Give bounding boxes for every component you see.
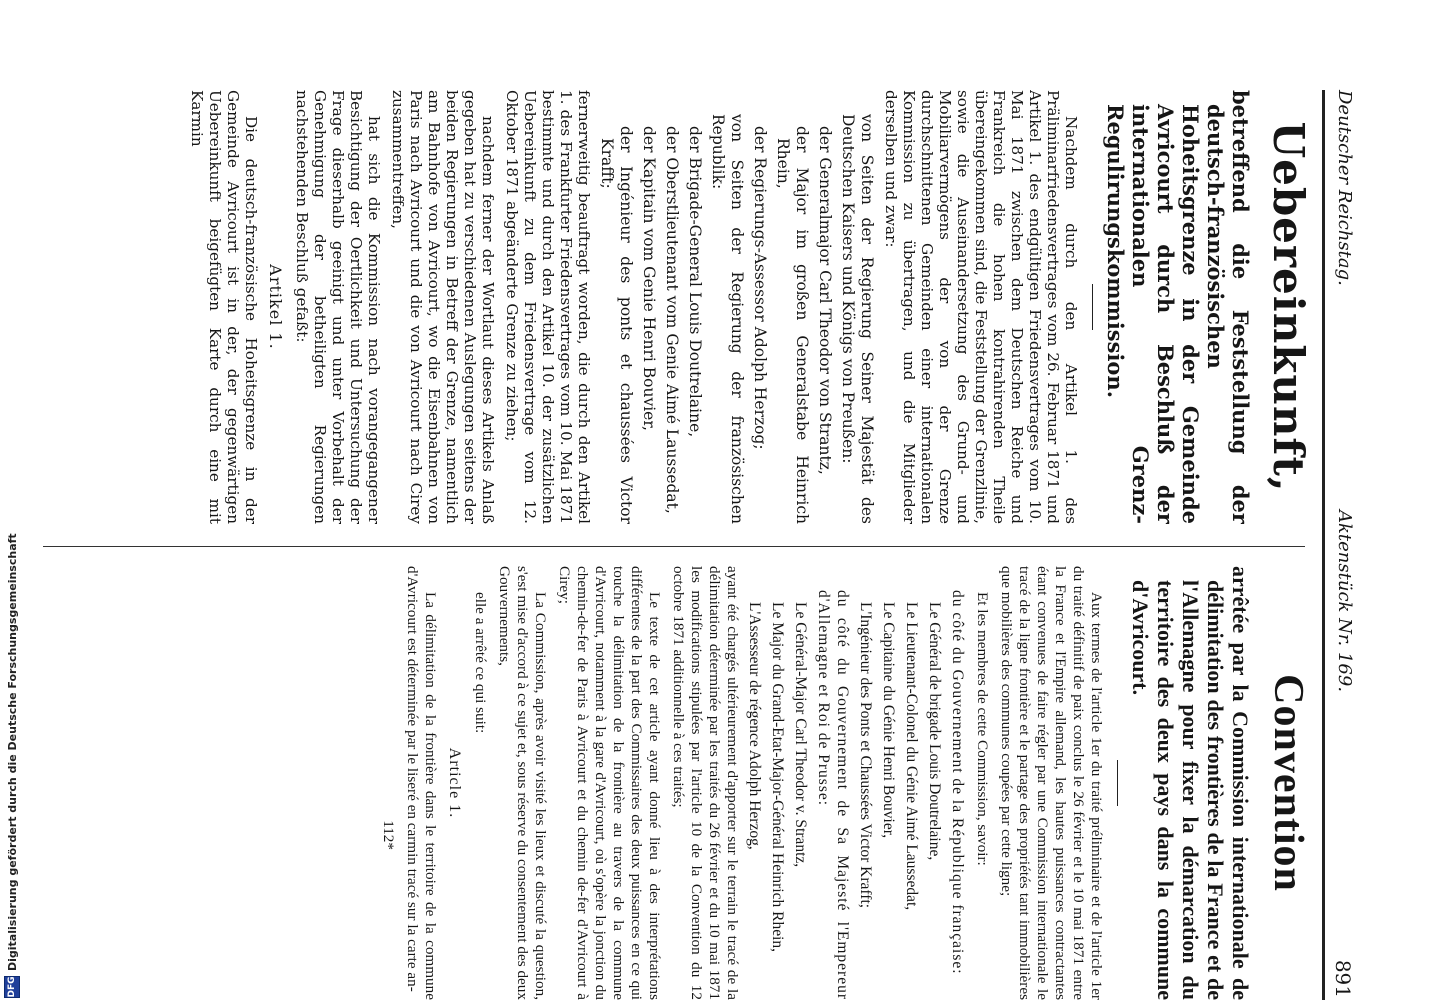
- french-subtitle: arrêtée par la Commission internationale de délimitation des frontières de la France et de l'Allemagne pour fixer la démarcation du territoire des deux pays dans la commune d'Avricourt.: [1128, 566, 1253, 1000]
- french-para-1: Aux termes de l'article 1er du traité préliminaire et de l'article 1er du traité définitif de paix conclus le 26 février et le 10 mai 1871 entre la France et l'Empire allemand, les hautes puissances contractantes étant convenues de faire régler par une Commission internationale le tracé de la ligne frontière et le partage des propriétés tant immobilières que mobilières des communes coupées par cette ligne;: [998, 566, 1105, 1000]
- french-side-2-member-3: L'Assesseur de régence Adolph Herzog,: [746, 602, 763, 850]
- german-side-2: von Seiten der Regierung der französischen Republik:: [709, 114, 746, 524]
- german-side-2-member-4: der Ingénieur des ponts et chaussées Victor Krafft;: [598, 126, 635, 524]
- german-side-2-member-1: der Brigade-General Louis Doutrelaine,: [686, 126, 704, 438]
- french-side-2-member-2: Le Major du Grand-Etat-Major-Général Heinrich Rhein,: [769, 602, 786, 953]
- german-para-2: fernerweitig beauftragt worden, die durch den Artikel 1. des Frankfurter Friedensvertrages vom 10. Mai 1871 bestimmte und durch den Artikel 10. der zusätzlichen Uebereinkunft zu dem Friedensvertrage vom 12. Oktober 1871 abgeänderte Grenze zu ziehen;: [503, 90, 593, 524]
- french-para-6: elle a arrêté ce qui suit:: [472, 592, 489, 734]
- german-article-heading: Artikel 1.: [266, 264, 285, 350]
- german-side-2-member-3: der Kapitain vom Genie Henri Bouvier,: [640, 126, 658, 431]
- german-subtitle: betreffend die Feststellung der deutsch-französischen Hoheitsgrenze in der Gemeinde Avricourt durch Beschluß der internationalen Grenz-Regulirungskommission.: [1103, 90, 1253, 524]
- french-para-3: ayant été chargés ultérieurement d'apporter sur le terrain le tracé de la délimitation déterminée par les traités du 26 février et du 10 mai 1871 les modifications stipulées par l'article 10 de la Convention du 12 octobre 1871 additionnelle à ces traités;: [670, 566, 741, 1000]
- german-para-5: Die deutsch-französische Hoheitsgrenze in der Gemeinde Avricourt ist in der, der gegenwärtigen Uebereinkunft beigefügten Karte durch eine mit Karmin: [188, 90, 260, 524]
- french-title: Convention: [1265, 674, 1311, 892]
- header-left: Deutscher Reichstag.: [1334, 90, 1355, 286]
- german-side-1-member-3: der Regierungs-Assessor Adolph Herzog;: [751, 126, 769, 450]
- german-side-2-member-2: der Oberstlieutenant vom Genie Aimé Laussedat,: [663, 126, 681, 514]
- german-para-4: hat sich die Kommission nach vorangegangener Besichtigung der Oertlichkeit und Untersuchung der Frage dieserhalb geeinigt und unter Vorbehalt der Genehmigung der betheiligten Regierungen nachstehenden Beschluß gefaßt:: [293, 90, 383, 524]
- french-article-heading: Article 1.: [446, 747, 463, 819]
- french-side-2-member-1: Le Général-Major Carl Theodor v. Strantz,: [792, 602, 809, 868]
- german-column: [57, 90, 1317, 524]
- header-rule: [1322, 90, 1325, 1000]
- column-divider: [43, 546, 1305, 547]
- french-side-1-member-2: Le Lieutenant-Colonel du Génie Aimé Laussedat,: [903, 602, 920, 911]
- footer-credit-text: Digitalisierung gefördert durch die Deutsche Forschungsgemeinschaft: [5, 533, 19, 971]
- german-para-3: nachdem ferner der Wortlaut dieses Artikels Anlaß gegeben hat zu verschiedenen Auslegungen seitens der beiden Regierungen in Betreff der Grenze, namentlich am Bahnhofe von Avricourt, wo die Eisenbahnen von Paris nach Avricourt und die von Avricourt nach Cirey zusammentreffen,: [389, 90, 497, 524]
- french-side-1-member-4: L'Ingénieur des Ponts et Chaussées Victor Krafft;: [857, 602, 874, 909]
- german-para-1: Nachdem durch den Artikel 1. des Präliminarfriedensvertrages vom 26. Februar 1871 und Artikel 1. des endgültigen Friedensvertrages vom 10. Mai 1871 zwischen dem Deutschen Reiche und Frankreich die hohen kontrahirenden Theile übereingekommen sind, die Feststellung der Grenzlinie, sowie die Auseinandersetzung des Grund- und Mobiliarvermögens der von der Grenze durchschnittenen Gemeinden einer internationalen Kommission zu übertragen, und die Mitglieder derselben und zwar:: [882, 90, 1080, 524]
- french-para-2: Et les membres de cette Commission, savoir:: [974, 592, 991, 866]
- french-para-7: La délimitation de la frontière dans le territoire de la commune d'Avricourt est déterminée par le liseré en carmin tracé sur la carte an-: [404, 566, 439, 1000]
- rotated-document-page: [35, 90, 1355, 1000]
- french-side-1-member-3: Le Capitaine du Génie Henri Bouvier,: [880, 602, 897, 839]
- french-side-1: du côté du Gouvernement de la République française:: [949, 590, 966, 975]
- digitization-footer: [2, 533, 22, 998]
- french-divider: [1117, 760, 1118, 806]
- german-divider: [1092, 284, 1093, 330]
- german-side-1: von Seiten der Regierung Seiner Majestät des Deutschen Kaisers und Königs von Preußen:: [839, 114, 876, 524]
- page-number: 891: [1331, 959, 1355, 998]
- french-column: [57, 566, 1317, 1000]
- header-center: Aktenstück Nr. 169.: [1334, 510, 1355, 693]
- french-side-1-member-1: Le Général de brigade Louis Doutrelaine,: [926, 602, 943, 861]
- dfg-logo-icon: DFG: [4, 976, 20, 998]
- french-side-2: du côté du Gouvernement de Sa Majesté l'Empereur d'Allemagne et Roi de Prusse:: [815, 590, 851, 1000]
- page-header: [1325, 90, 1355, 1000]
- german-title: Uebereinkunft,: [1264, 121, 1313, 493]
- french-para-5: La Commission, après avoir visité les lieux et discuté la question, s'est mise d'accord à ce sujet et, sous réserve du consentement des deux Gouvernements,: [496, 566, 549, 1000]
- german-side-1-member-1: der Generalmajor Carl Theodor von Strantz,: [816, 126, 834, 475]
- printer-signature: 112*: [380, 820, 397, 850]
- german-side-1-member-2: der Major im großen Generalstabe Heinrich Rhein,: [774, 126, 811, 524]
- french-para-4: Le texte de cet article ayant donné lieu à des interprétations différentes de la part des Commissaires des deux puissances en ce qui touche la délimitation de la frontière au travers de la commune d'Avricourt, notamment à la gare d'Avricourt, où s'opère la jonction du chemin-de-fer de Paris à Avricourt et du chemin de-fer d'Avricourt à Cirey;: [556, 566, 663, 1000]
